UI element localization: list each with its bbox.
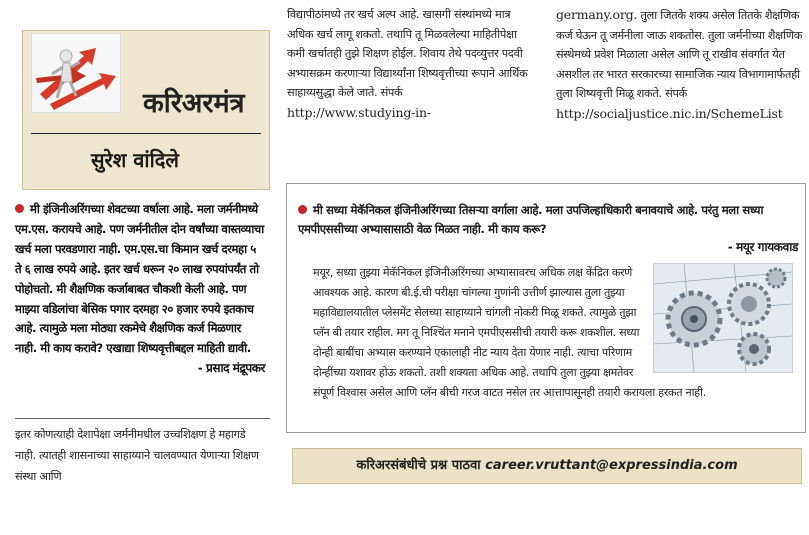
submit-questions-banner <box>292 448 802 484</box>
career-arrows-illustration <box>31 33 121 113</box>
gears-icon <box>654 264 792 372</box>
question-1-asker: - प्रसाद मंद्रूपकर <box>197 361 265 376</box>
divider <box>15 418 270 419</box>
question-2-asker: - मयूर गायकवाड <box>727 239 798 254</box>
mechanical-gears-image <box>653 263 793 373</box>
masthead-divider <box>31 133 261 134</box>
question-2 <box>298 201 798 256</box>
red-bullet-icon <box>298 205 307 214</box>
contact-email-link[interactable]: career.vruttant@expressindia.com <box>485 458 738 473</box>
answer-2 <box>313 263 793 403</box>
question-1-text: मी इंजिनीअरिंगच्या शेवटच्या वर्षाला आहे. मला जर्मनीमध्ये एम.एस. करायचे आहे. पण जर्मनीतील दोन वर्षांच्या वास्तव्याचा खर्च मला परवडणारा नाही. एम.एस.चा किमान खर्च दरमहा ५ ते ६ लाख रुपये आहे. इतर खर्च धरून २० लाख रुपयांपर्यंत तो पोहोचतो. मी शैक्षणिक कर्जाबाबत चौकशी केली आहे. पण माझ्या वडिलांचा बेसिक पगार दरमहा २० हजार रुपये इतकाच आहे. त्यामुळे मला मोठ्या रकमेचे शैक्षणिक कर्ज मिळणार नाही. मी काय करावे? एखाद्या शिष्यवृत्तीबद्दल माहिती द्यावी. <box>15 202 264 356</box>
studying-in-germany-link[interactable]: http://www.studying-in- <box>287 104 431 120</box>
answer-1-column-b-text: विद्यापीठांमध्ये तर खर्च अल्प आहे. खासगी संस्थांमध्ये मात्र अधिक खर्च लागू शकतो. तथापि तू मिळवलेल्या माहितीपेक्षा कमी खर्चातही तुझे शिक्षण होईल. शिवाय तेथे पदव्युत्तर पदवी अभ्यासक्रम करणाऱ्या विद्यार्थ्यांना शिष्यवृत्तीच्या रूपाने आर्थिक साहाय्यसुद्धा केले जाते. संपर्क <box>287 8 528 100</box>
answer-1-column-a: इतर कोणत्याही देशापेक्षा जर्मनीमधील उच्चशिक्षण हे महागडे नाही. त्यातही शासनाच्या साहाय्याने चालवण्यात येणाऱ्या शिक्षण संस्था आणि <box>15 428 259 483</box>
column-masthead <box>22 30 270 190</box>
answer-2-text: मयूर, सध्या तुझ्या मेकॅनिकल इंजिनीअरिंगच्या अभ्यासावरच अधिक लक्ष केंद्रित करणे आवश्यक आहे. कारण बी.ई.ची परीक्षा चांगल्या गुणांनी उत्तीर्ण झाल्यास तुला तुझ्या महाविद्यालयातील प्लेसमेंट सेलच्या साहाय्याने चांगली नोकरी मिळू शकते. त्यामुळे तुझा प्लॅन बी तयार राहील. मग तू निश्चिंत मनाने एमपीएससीची तयारी करू शकशील. सध्या दोन्ही बाबींचा अभ्यास करण्याने एकालाही नीट न्याय देता येणार नाही. त्याचा परिणाम दोन्हींच्या यशावर होऊ शकतो. तशी शक्यता अधिक आहे. तथापि तुला तुझ्या क्षमतेवर संपूर्ण विश्वास असेल आणि प्लॅन बीची गरज वाटत नसेल तर आत्तापासूनही तयारी करायला हरकत नाही. <box>313 266 706 399</box>
question-2-text: मी सध्या मेकॅनिकल इंजिनीअरिंगच्या तिसऱ्या वर्गाला आहे. मला उपजिल्हाधिकारी बनावयाचे आहे. परंतु मला सध्या एमपीएससीच्या अभ्यासासाठी वेळ मिळत नाही. मी काय करू? <box>298 203 764 236</box>
social-justice-link[interactable]: http://socialjustice.nic.in/SchemeList <box>556 105 783 121</box>
germany-org-link[interactable]: germany.org. <box>556 7 638 22</box>
answer-1-column-c <box>556 5 806 125</box>
arrows-figure-icon <box>32 34 121 113</box>
qa-box-2 <box>286 183 806 433</box>
column-title: करिअरमंत्र <box>143 88 245 119</box>
question-1 <box>15 200 265 379</box>
footer-prompt: करिअरसंबंधीचे प्रश्न पाठवा <box>356 458 481 473</box>
answer-1-column-b <box>287 5 537 124</box>
column-author: सुरेश वांदिले <box>91 148 179 172</box>
answer-1-column-c-text: तुला जितके शक्य असेल तितके शैक्षणिक कर्ज घेऊन तू जर्मनीला जाऊ शकतोस. तुला जर्मनीच्या शैक्षणिक संस्थेमध्ये प्रवेश मिळाला असेल आणि तू राखीव संवर्गात येत असशील तर भारत सरकारच्या सामाजिक न्याय विभागामार्फतही तुला शिष्यवृत्ती मिळू शकते. संपर्क <box>556 9 803 101</box>
red-bullet-icon <box>15 204 24 213</box>
